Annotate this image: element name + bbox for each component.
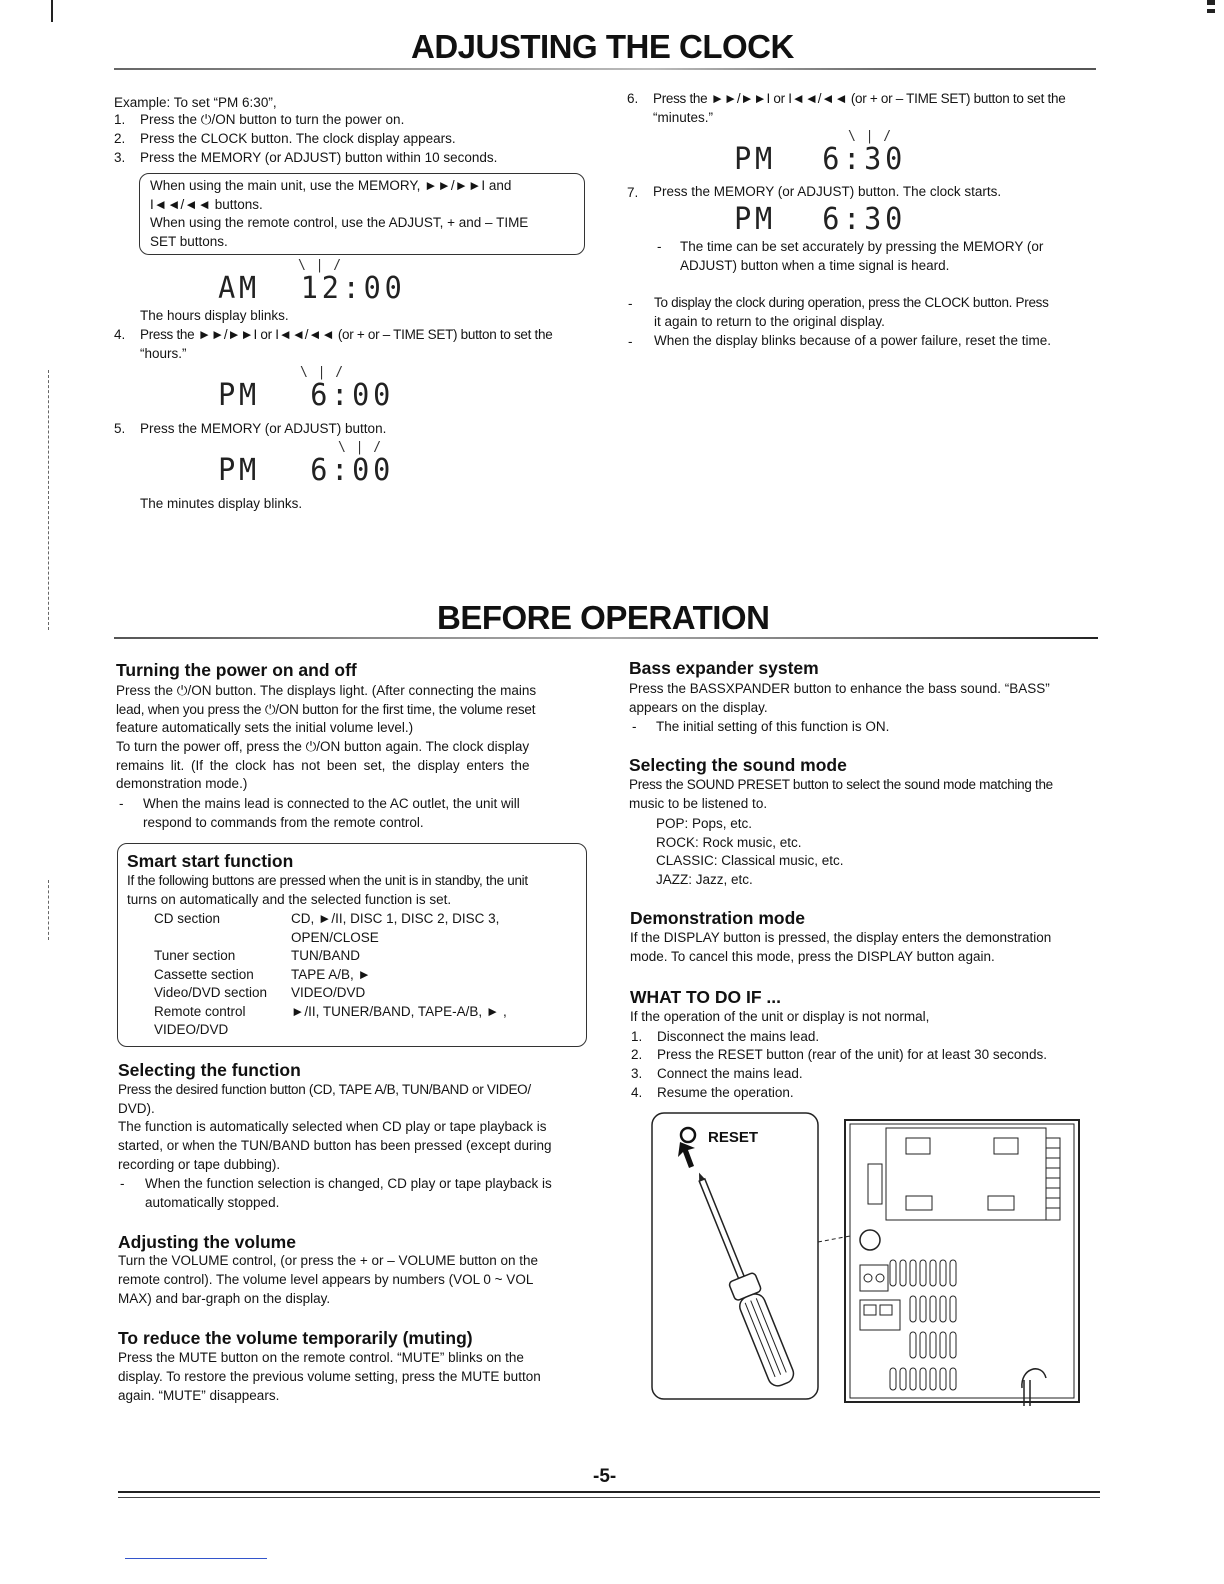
step-text: Press the MEMORY (or ADJUST) button. The clock starts. — [653, 184, 1002, 199]
table-cell-value — [291, 1021, 507, 1040]
select-line: started, or when the TUN/BAND button has been pressed (except during — [118, 1138, 552, 1153]
table-cell-value: TAPE A/B, ► — [291, 966, 371, 982]
table-cell-value: ►/II, TUNER/BAND, TAPE-A/B, ► , — [291, 1003, 507, 1019]
sound-mode-item: JAZZ: Jazz, etc. — [656, 872, 753, 887]
sound-line: music to be listened to. — [629, 796, 768, 811]
volume-line: Turn the VOLUME control, (or press the + or – VOLUME button on the — [118, 1253, 539, 1268]
step-number: 1. — [631, 1029, 643, 1044]
select-note: When the function selection is changed, CD play or tape playback is — [145, 1176, 552, 1191]
reset-label: RESET — [708, 1129, 759, 1146]
table-row — [154, 1021, 507, 1040]
mute-line: Press the MUTE button on the remote control. “MUTE” blinks on the — [118, 1350, 524, 1365]
bullet-text: To display the clock during operation, press the CLOCK button. Press — [654, 295, 1049, 310]
smart-start-table — [154, 910, 507, 1040]
clock-display-time: 6:30 — [822, 202, 907, 237]
table-cell-label: Remote control — [154, 1003, 246, 1019]
heading-bass: Bass expander system — [629, 658, 819, 678]
edge-mark — [51, 0, 53, 22]
table-cell-value: OPEN/CLOSE — [291, 929, 379, 945]
step-text: Press the RESET button (rear of the unit) for at least 30 seconds. — [657, 1047, 1047, 1062]
step-text: Press the MEMORY (or ADJUST) button within 10 seconds. — [140, 150, 498, 165]
step-number: 3. — [631, 1066, 643, 1081]
bass-note: The initial setting of this function is ON. — [656, 719, 890, 734]
step-number: 6. — [627, 91, 639, 106]
heading-volume: Adjusting the volume — [118, 1232, 296, 1252]
bullet-text: it again to return to the original display. — [654, 314, 885, 329]
table-row — [154, 929, 507, 948]
table-cell-label: VIDEO/DVD — [154, 1022, 229, 1037]
edge-mark — [1207, 9, 1215, 13]
select-line: Press the desired function button (CD, TAPE A/B, TUN/BAND or VIDEO/ — [118, 1082, 531, 1097]
power-line: Press the ⏻/ON button. The displays light. (After connecting the mains — [116, 683, 537, 698]
smart-line: turns on automatically and the selected function is set. — [127, 892, 452, 907]
binding-line — [48, 880, 50, 940]
heading-demo: Demonstration mode — [630, 908, 806, 928]
smart-line: If the following buttons are pressed when the unit is in standby, the unit — [127, 873, 528, 888]
whatif-intro: If the operation of the unit or display is not normal, — [630, 1009, 930, 1024]
dash: - — [119, 796, 124, 811]
heading-smart-start: Smart start function — [127, 851, 294, 871]
power-line: lead, when you press the ⏻/ON button for the first time, the volume reset — [116, 702, 536, 717]
step-number: 2. — [631, 1047, 643, 1062]
bullet-text: When the display blinks because of a power failure, reset the time. — [654, 333, 1051, 348]
arrow-icon — [678, 1142, 695, 1168]
power-note: respond to commands from the remote control. — [143, 815, 424, 830]
sound-mode-item: POP: Pops, etc. — [656, 816, 753, 831]
table-cell-label: Tuner section — [154, 948, 236, 963]
blink-indicator: \ | / — [848, 129, 893, 144]
title-rule — [114, 68, 1096, 70]
clock-display-ampm: PM — [734, 202, 777, 237]
bass-line: Press the BASSXPANDER button to enhance the bass sound. “BASS” — [629, 681, 1050, 696]
step-text: Press the ►►/►►I or I◄◄/◄◄ (or + or – TIME SET) button to set the — [140, 327, 553, 342]
table-row — [154, 984, 507, 1003]
section-title-adjusting-clock: ADJUSTING THE CLOCK — [411, 28, 794, 65]
dash: - — [628, 334, 633, 349]
screwdriver-box — [652, 1113, 818, 1399]
dash: - — [632, 719, 637, 734]
note-text: ADJUST) button when a time signal is heard. — [680, 258, 950, 273]
footer-rule — [118, 1497, 1100, 1498]
power-line: feature automatically sets the initial volume level.) — [116, 720, 414, 735]
table-row — [154, 1003, 507, 1022]
step-text: Connect the mains lead. — [657, 1066, 803, 1081]
bottom-line — [125, 1558, 267, 1559]
heading-what-to-do: WHAT TO DO IF ... — [630, 987, 782, 1007]
table-cell-value: CD, ►/II, DISC 1, DISC 2, DISC 3, — [291, 911, 500, 926]
reset-illustration — [650, 1110, 1082, 1410]
blink-indicator: \ | / — [300, 365, 345, 380]
heading-power: Turning the power on and off — [116, 660, 357, 680]
volume-line: remote control). The volume level appears by numbers (VOL 0 ~ VOL — [118, 1272, 534, 1287]
demo-line: If the DISPLAY button is pressed, the display enters the demonstration — [630, 930, 1052, 945]
note-text: The time can be set accurately by pressing the MEMORY (or — [680, 239, 1044, 254]
edge-mark — [1207, 0, 1215, 5]
mute-line: display. To restore the previous volume setting, press the MUTE button — [118, 1369, 541, 1384]
sound-mode-item: CLASSIC: Classical music, etc. — [656, 853, 844, 868]
demo-line: mode. To cancel this mode, press the DISPLAY button again. — [630, 949, 995, 964]
hours-blinks-text: The hours display blinks. — [140, 308, 289, 323]
bass-line: appears on the display. — [629, 700, 768, 715]
clock-display-time: 6:00 — [310, 378, 395, 413]
sound-line: Press the SOUND PRESET button to select the sound mode matching the — [629, 777, 1053, 792]
clock-display-ampm: PM — [218, 453, 261, 488]
step-number: 4. — [631, 1085, 643, 1100]
power-line: remains lit. (If the clock has not been set, the display enters the — [116, 758, 530, 773]
step-number: 7. — [627, 185, 639, 200]
sound-mode-item: ROCK: Rock music, etc. — [656, 835, 802, 850]
step-number: 1. — [114, 112, 126, 127]
clock-display-ampm: PM — [218, 378, 261, 413]
step-text: Press the ⏻/ON button to turn the power on. — [140, 112, 405, 127]
table-row — [154, 910, 507, 929]
reset-hole-icon — [681, 1128, 695, 1142]
step-text: “hours.” — [140, 346, 187, 361]
dash: - — [120, 1176, 125, 1191]
table-cell-label: Video/DVD section — [154, 985, 268, 1000]
clock-display-ampm: PM — [734, 142, 777, 177]
example-text: Example: To set “PM 6:30”, — [114, 95, 277, 110]
table-cell-label: CD section — [154, 911, 221, 926]
table-row — [154, 966, 507, 985]
step-text: Press the CLOCK button. The clock display appears. — [140, 131, 456, 146]
clock-display-time: 12:00 — [300, 271, 406, 306]
reset-button-icon — [860, 1230, 880, 1250]
clock-display-time: 6:30 — [822, 142, 907, 177]
table-cell-value: VIDEO/DVD — [291, 985, 366, 1000]
rear-panel — [845, 1120, 1079, 1402]
dash: - — [628, 296, 633, 311]
note-box-line: When using the main unit, use the MEMORY, ►►/►►I and — [150, 178, 512, 193]
step-text: “minutes.” — [653, 110, 714, 125]
heading-select-function: Selecting the function — [118, 1060, 301, 1080]
table-cell-value: TUN/BAND — [291, 948, 361, 963]
dash: - — [657, 239, 662, 254]
select-line: recording or tape dubbing). — [118, 1157, 281, 1172]
power-note: When the mains lead is connected to the AC outlet, the unit will — [143, 796, 520, 811]
footer-rule — [118, 1491, 1100, 1493]
note-box-line: I◄◄/◄◄ buttons. — [150, 197, 263, 212]
step-number: 5. — [114, 421, 126, 436]
power-line: demonstration mode.) — [116, 776, 248, 791]
step-number: 4. — [114, 327, 126, 342]
select-line: DVD). — [118, 1101, 155, 1116]
step-text: Press the ►►/►►I or I◄◄/◄◄ (or + or – TIME SET) button to set the — [653, 91, 1066, 106]
note-box-line: When using the remote control, use the ADJUST, + and – TIME — [150, 215, 529, 230]
step-text: Disconnect the mains lead. — [657, 1029, 820, 1044]
mute-line: again. “MUTE” disappears. — [118, 1388, 280, 1403]
clock-display-time: 6:00 — [310, 453, 395, 488]
heading-mute: To reduce the volume temporarily (muting) — [118, 1328, 473, 1348]
volume-line: MAX) and bar-graph on the display. — [118, 1291, 331, 1306]
binding-line — [48, 370, 50, 630]
step-number: 3. — [114, 150, 126, 165]
heading-sound-mode: Selecting the sound mode — [629, 755, 847, 775]
blink-indicator: \ | / — [338, 440, 383, 455]
power-line: To turn the power off, press the ⏻/ON button again. The clock display — [116, 739, 530, 754]
select-note: automatically stopped. — [145, 1195, 280, 1210]
title-rule — [114, 637, 1098, 639]
table-row — [154, 947, 507, 966]
minutes-blinks-text: The minutes display blinks. — [140, 496, 303, 511]
note-box-line: SET buttons. — [150, 234, 228, 249]
screwdriver-icon — [686, 1167, 797, 1389]
step-number: 2. — [114, 131, 126, 146]
table-cell-label: Cassette section — [154, 966, 254, 982]
page-number: -5- — [593, 1466, 617, 1487]
table-cell-label — [154, 929, 291, 948]
step-text: Resume the operation. — [657, 1085, 794, 1100]
step-text: Press the MEMORY (or ADJUST) button. — [140, 421, 387, 436]
section-title-before-operation: BEFORE OPERATION — [437, 599, 770, 636]
select-line: The function is automatically selected when CD play or tape playback is — [118, 1119, 547, 1134]
clock-display-ampm: AM — [218, 271, 261, 306]
blink-indicator: \ | / — [298, 258, 343, 273]
